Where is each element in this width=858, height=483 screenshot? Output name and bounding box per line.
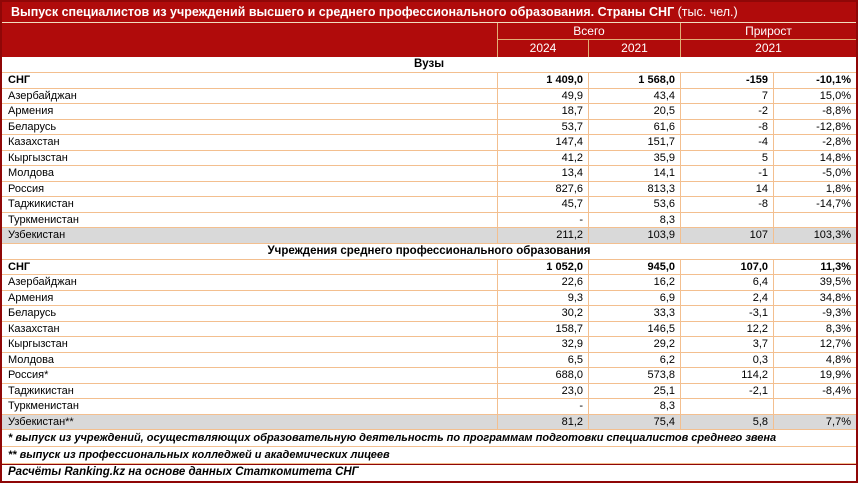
value-2024: 30,2 xyxy=(497,306,588,321)
growth-pct: -9,3% xyxy=(773,306,856,321)
value-2021: 6,9 xyxy=(588,291,680,306)
footnote-one-asterisk: * выпуск из учреждений, осуществляющих образовательную деятельность по программам подготовки специалистов среднего звена xyxy=(2,430,856,447)
growth-pct: -5,0% xyxy=(773,166,856,181)
growth-abs: 3,7 xyxy=(680,337,773,352)
growth-abs: -159 xyxy=(680,73,773,88)
header-group-growth: Прирост xyxy=(680,23,856,40)
table-row-highlighted xyxy=(2,228,856,244)
source-note: Расчёты Ranking.kz на основе данных Статкомитета СНГ xyxy=(2,464,856,481)
growth-pct: 34,8% xyxy=(773,291,856,306)
country-cell: Россия* xyxy=(8,369,49,381)
table-row xyxy=(2,399,856,415)
growth-pct: 39,5% xyxy=(773,275,856,290)
growth-pct: -14,7% xyxy=(773,197,856,212)
country-cell: СНГ xyxy=(8,260,31,273)
growth-pct xyxy=(773,213,856,228)
country-cell: Узбекистан** xyxy=(8,415,74,428)
value-2024: - xyxy=(497,213,588,228)
value-2021: 1 568,0 xyxy=(588,73,680,88)
value-2024: 688,0 xyxy=(497,368,588,383)
growth-abs: 107,0 xyxy=(680,260,773,275)
growth-pct: 12,7% xyxy=(773,337,856,352)
table-row xyxy=(2,368,856,384)
value-2021: 6,2 xyxy=(588,353,680,368)
growth-pct xyxy=(773,399,856,414)
growth-pct: 7,7% xyxy=(773,415,856,430)
country-cell: Казахстан xyxy=(8,322,60,335)
value-2021: 43,4 xyxy=(588,89,680,104)
growth-abs: -4 xyxy=(680,135,773,150)
country-cell: Таджикистан xyxy=(8,384,74,397)
value-2021: 53,6 xyxy=(588,197,680,212)
growth-abs: 5 xyxy=(680,151,773,166)
country-cell: Россия xyxy=(8,182,45,195)
growth-pct: -2,8% xyxy=(773,135,856,150)
country-cell: Таджикистан xyxy=(8,198,74,210)
value-2024: 81,2 xyxy=(497,415,588,430)
table-row xyxy=(2,120,856,136)
value-2024: 49,9 xyxy=(497,89,588,104)
growth-abs: 107 xyxy=(680,228,773,243)
value-2024: 45,7 xyxy=(497,197,588,212)
growth-pct: 4,8% xyxy=(773,353,856,368)
growth-pct: -12,8% xyxy=(773,120,856,135)
country-cell: Казахстан xyxy=(8,136,60,148)
table-row xyxy=(2,384,856,400)
value-2024: 158,7 xyxy=(497,322,588,337)
table-row xyxy=(2,322,856,338)
country-cell: Кыргызстан xyxy=(8,151,68,164)
column-header-band xyxy=(2,23,856,57)
growth-pct: 1,8% xyxy=(773,182,856,197)
header-col-2024: 2024 xyxy=(497,40,588,57)
value-2021: 8,3 xyxy=(588,399,680,414)
value-2021: 146,5 xyxy=(588,322,680,337)
table-row xyxy=(2,337,856,353)
table-row xyxy=(2,291,856,307)
value-2021: 20,5 xyxy=(588,104,680,119)
value-2024: 147,4 xyxy=(497,135,588,150)
country-cell: Туркменистан xyxy=(8,213,79,226)
growth-abs: 114,2 xyxy=(680,368,773,383)
growth-abs: -2 xyxy=(680,104,773,119)
growth-pct: 14,8% xyxy=(773,151,856,166)
country-cell: СНГ xyxy=(8,74,31,86)
growth-abs: -3,1 xyxy=(680,306,773,321)
value-2024: 9,3 xyxy=(497,291,588,306)
value-2024: 53,7 xyxy=(497,120,588,135)
table-row xyxy=(2,353,856,369)
growth-abs: 14 xyxy=(680,182,773,197)
value-2021: 29,2 xyxy=(588,337,680,352)
growth-abs xyxy=(680,399,773,414)
value-2024: 211,2 xyxy=(497,228,588,243)
growth-pct: 15,0% xyxy=(773,89,856,104)
header-col-growth-2021: 2021 xyxy=(680,40,856,57)
value-2021: 25,1 xyxy=(588,384,680,399)
growth-pct: -8,4% xyxy=(773,384,856,399)
growth-abs: 7 xyxy=(680,89,773,104)
table-row xyxy=(2,306,856,322)
value-2021: 14,1 xyxy=(588,166,680,181)
value-2021: 8,3 xyxy=(588,213,680,228)
table-row xyxy=(2,89,856,105)
growth-abs: 5,8 xyxy=(680,415,773,430)
table-row xyxy=(2,182,856,198)
table-row xyxy=(2,197,856,213)
growth-pct: -10,1% xyxy=(773,73,856,88)
growth-abs: 12,2 xyxy=(680,322,773,337)
table-row xyxy=(2,151,856,167)
value-2024: 23,0 xyxy=(497,384,588,399)
table-row xyxy=(2,275,856,291)
value-2024: - xyxy=(497,399,588,414)
growth-abs: -2,1 xyxy=(680,384,773,399)
value-2024: 18,7 xyxy=(497,104,588,119)
section-title-colleges: Учреждения среднего профессионального образования xyxy=(2,244,856,260)
country-cell: Беларусь xyxy=(8,307,57,319)
country-cell: Армения xyxy=(8,105,54,117)
growth-abs: 0,3 xyxy=(680,353,773,368)
country-cell: Азербайджан xyxy=(8,89,77,102)
growth-pct: 19,9% xyxy=(773,368,856,383)
header-country-blank xyxy=(2,23,497,57)
header-col-2021: 2021 xyxy=(588,40,680,57)
country-cell: Узбекистан xyxy=(8,229,66,241)
country-cell: Беларусь xyxy=(8,120,57,133)
value-2024: 827,6 xyxy=(497,182,588,197)
value-2021: 945,0 xyxy=(588,260,680,275)
value-2024: 32,9 xyxy=(497,337,588,352)
country-cell: Молдова xyxy=(8,353,54,366)
table-row-highlighted xyxy=(2,415,856,431)
growth-abs: -8 xyxy=(680,197,773,212)
growth-abs: -8 xyxy=(680,120,773,135)
value-2021: 35,9 xyxy=(588,151,680,166)
table-row xyxy=(2,213,856,229)
title-suffix: (тыс. чел.) xyxy=(674,5,738,19)
growth-pct: 8,3% xyxy=(773,322,856,337)
table-row xyxy=(2,260,856,276)
value-2024: 22,6 xyxy=(497,275,588,290)
table-row xyxy=(2,166,856,182)
growth-abs: 2,4 xyxy=(680,291,773,306)
value-2024: 1 052,0 xyxy=(497,260,588,275)
country-cell: Молдова xyxy=(8,167,54,179)
header-group-total: Всего xyxy=(497,23,680,40)
value-2024: 41,2 xyxy=(497,151,588,166)
country-cell: Кыргызстан xyxy=(8,338,68,350)
table-row xyxy=(2,104,856,120)
country-cell: Туркменистан xyxy=(8,400,79,412)
value-2021: 16,2 xyxy=(588,275,680,290)
growth-pct: 11,3% xyxy=(773,260,856,275)
growth-pct: -8,8% xyxy=(773,104,856,119)
section-title-universities: Вузы xyxy=(2,57,856,73)
growth-abs: -1 xyxy=(680,166,773,181)
value-2024: 1 409,0 xyxy=(497,73,588,88)
footnote-two-asterisks: ** выпуск из профессиональных колледжей и академических лицеев xyxy=(2,447,856,464)
country-cell: Азербайджан xyxy=(8,276,77,288)
value-2021: 33,3 xyxy=(588,306,680,321)
value-2021: 813,3 xyxy=(588,182,680,197)
page-title xyxy=(2,2,856,23)
value-2021: 573,8 xyxy=(588,368,680,383)
table-row xyxy=(2,73,856,89)
value-2021: 103,9 xyxy=(588,228,680,243)
growth-abs xyxy=(680,213,773,228)
value-2021: 151,7 xyxy=(588,135,680,150)
value-2024: 6,5 xyxy=(497,353,588,368)
table-row xyxy=(2,135,856,151)
country-cell: Армения xyxy=(8,291,54,304)
title-main: Выпуск специалистов из учреждений высшего и среднего профессионального образования. Страны СНГ xyxy=(11,5,675,19)
growth-abs: 6,4 xyxy=(680,275,773,290)
value-2024: 13,4 xyxy=(497,166,588,181)
growth-pct: 103,3% xyxy=(773,228,856,243)
value-2021: 61,6 xyxy=(588,120,680,135)
value-2021: 75,4 xyxy=(588,415,680,430)
